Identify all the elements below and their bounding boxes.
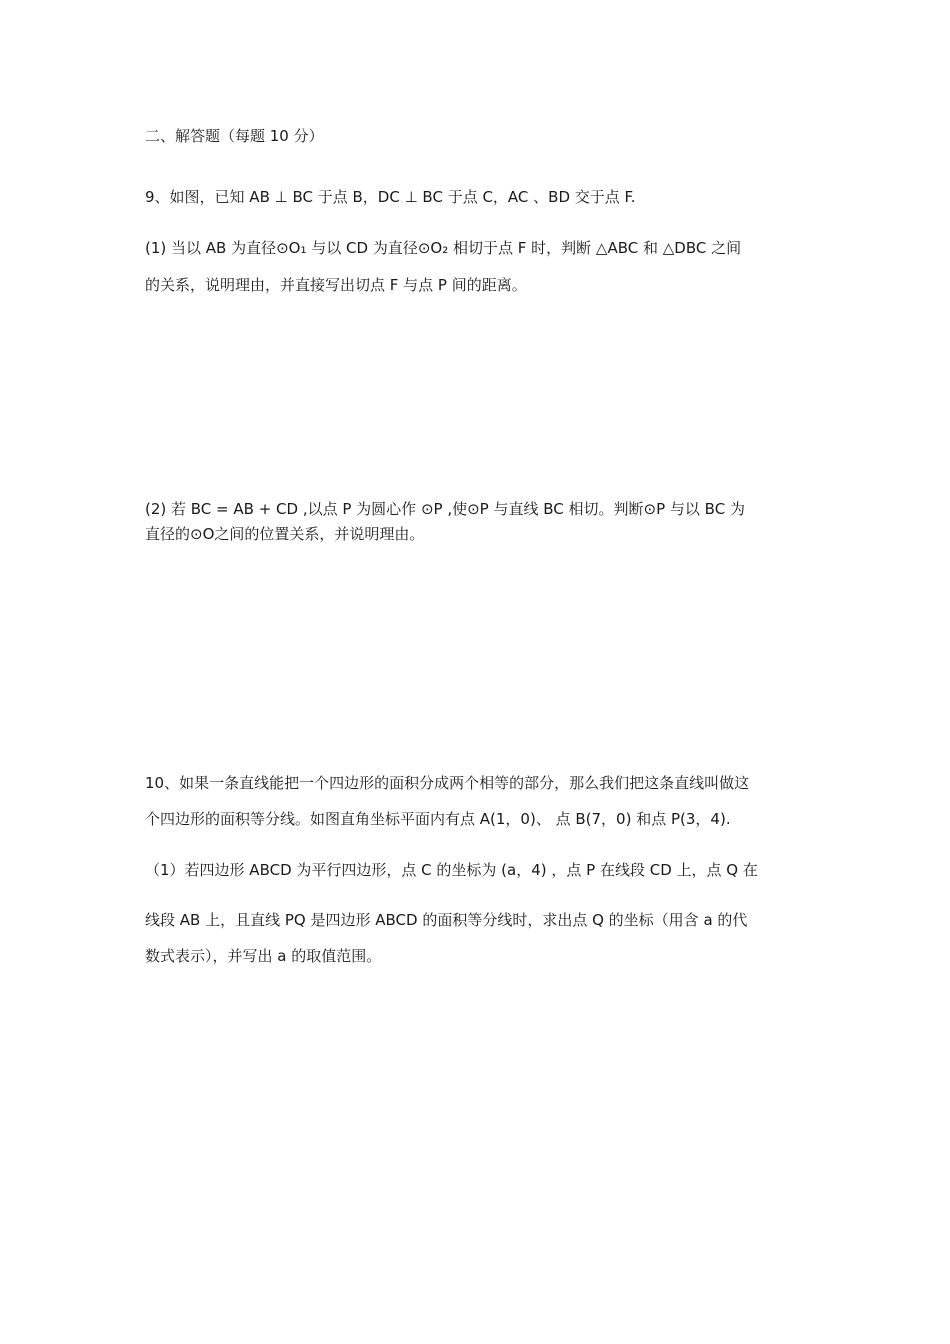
q9-part1-line2: 的关系，说明理由，并直接写出切点 F 与点 P 间的距离。 <box>145 276 527 294</box>
q10-line2: 个四边形的面积等分线。如图直角坐标平面内有点 A(1，0)、 点 B(7，0) 和点 P(3，4). <box>145 810 731 828</box>
q9-part1-line1: (1) 当以 AB 为直径⊙O₁ 与以 CD 为直径⊙O₂ 相切于点 F 时，判断 △ABC 和 △DBC 之间 <box>145 239 742 257</box>
q9-part2-line2: 直径的⊙O之间的位置关系，并说明理由。 <box>145 525 425 543</box>
q10-part1-line3: 数式表示），并写出 a 的取值范围。 <box>145 947 382 965</box>
q9-stem: 9、如图，已知 AB ⊥ BC 于点 B，DC ⊥ BC 于点 C，AC 、BD 交于点 F. <box>145 188 636 206</box>
q10-part1-line2: 线段 AB 上，且直线 PQ 是四边形 ABCD 的面积等分线时，求出点 Q 的坐标（用含 a 的代 <box>145 911 748 929</box>
q9-part2-line1: (2) 若 BC = AB + CD ,以点 P 为圆心作 ⊙P ,使⊙P 与直线 BC 相切。判断⊙P 与以 BC 为 <box>145 500 745 518</box>
q10-part1-line1: （1）若四边形 ABCD 为平行四边形，点 C 的坐标为 (a，4) ，点 P 在线段 CD 上，点 Q 在 <box>145 861 758 879</box>
q10-line1: 10、如果一条直线能把一个四边形的面积分成两个相等的部分，那么我们把这条直线叫做这 <box>145 774 750 792</box>
section-heading: 二、解答题（每题 10 分） <box>145 127 324 145</box>
